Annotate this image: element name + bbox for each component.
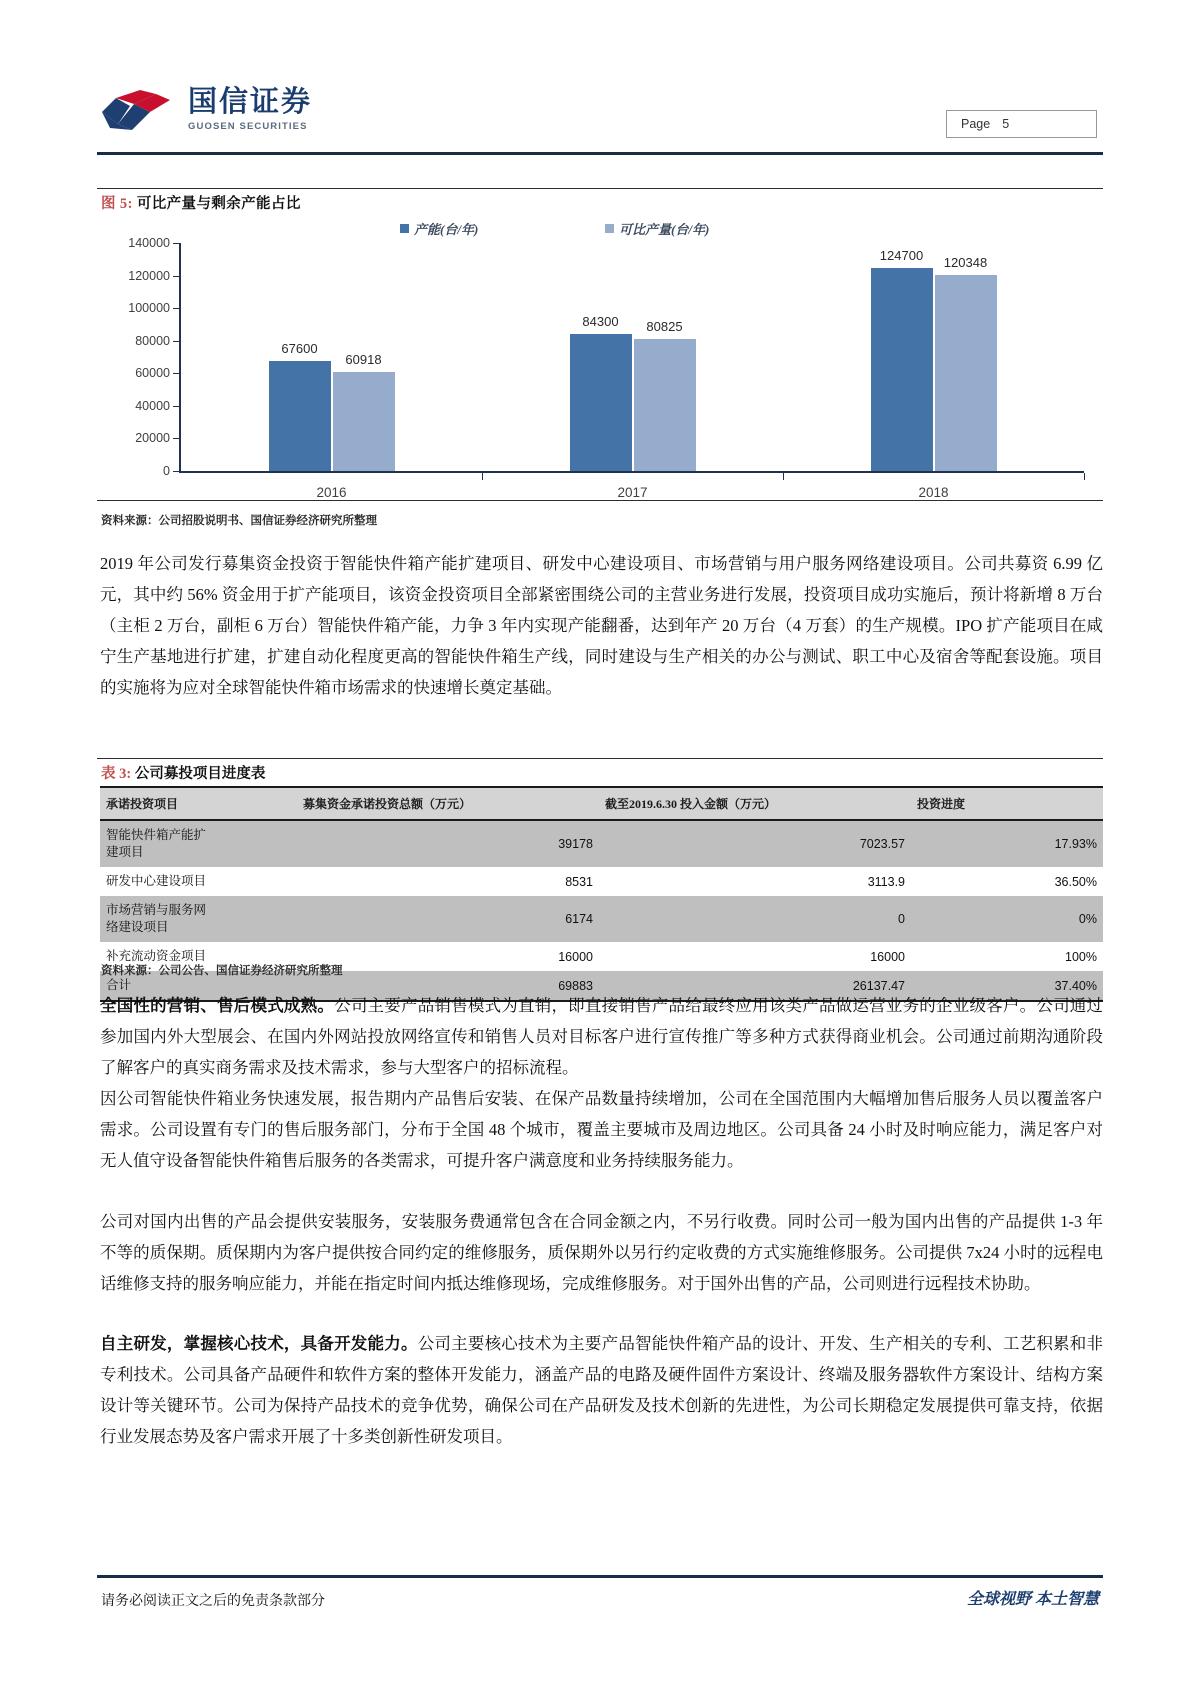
bar-value-label: 80825	[646, 319, 683, 335]
y-axis-tick-label: 40000	[135, 398, 170, 413]
legend-swatch-output	[605, 224, 614, 233]
bar-value-label: 120348	[943, 255, 988, 270]
y-axis-tick-mark	[173, 308, 180, 309]
cell-total-amount: 8531	[297, 867, 599, 896]
x-axis-tick-mark	[783, 473, 784, 480]
section-body-4: 公司主要核心技术为主要产品智能快件箱产品的设计、开发、生产相关的专利、工艺积累和非专利技术。公司具备产品硬件和软件方案的整体开发能力，涵盖产品的电路及硬件固件方案设计、终端及服务器软件方案设计、结构方案设计等关键环节。公司为保持产品技术的竞争优势，确保公司在产品研发及技术创新的先进性，为公司长期稳定发展提供可靠支持，依据行业发展态势及客户需求开展了十多类创新性研发项目。	[100, 1334, 1104, 1446]
cell-total-amount: 69883	[297, 971, 599, 1001]
footer-divider	[97, 1575, 1103, 1578]
logo-text-en: GUOSEN SECURITIES	[188, 121, 308, 132]
bar-value-label: 67600	[281, 340, 318, 356]
bar-chart	[100, 215, 1100, 500]
cell-project-name: 补充流动资金项目	[100, 942, 297, 971]
y-axis-tick-mark	[173, 373, 180, 374]
page-number: 5	[1002, 117, 1010, 131]
section-body-1: 公司主要产品销售模式为直销，即直接销售产品给最终应用该类产品做运营业务的企业级客户。公司通过参加国内外大型展会、在国内外网站投放网络宣传和销售人员对目标客户进行宣传推广等多种方式获得商业机会。公司通过前期沟通阶段了解客户的真实商务需求及技术需求，参与大型客户的招标流程。	[100, 996, 1104, 1077]
figure-rule-bottom	[97, 500, 1103, 501]
bar-value-label: 60918	[345, 351, 382, 367]
bar-2018-output	[935, 275, 997, 471]
cell-invested-amount: 3113.9	[599, 867, 911, 896]
logo-text-cn: 国信证券	[188, 86, 313, 118]
table-title	[101, 762, 265, 783]
y-axis-tick-mark	[173, 406, 180, 407]
section-body-3: 公司对国内出售的产品会提供安装服务，安装服务费通常包含在合同金额之内，不另行收费。同时公司一般为国内出售的产品提供 1-3 年不等的质保期。质保期内为客户提供按合同约定的维修服务，质保期外以另行约定收费的方式实施维修服务。公司提供 7x24 小时的远程电话维修支持的服务响应能力，并能在指定时间内抵达维修现场，完成维修服务。对于国外出售的产品，公司则进行远程技术协助。	[100, 1212, 1103, 1293]
section-body-2: 因公司智能快件箱业务快速发展，报告期内产品售后安装、在保产品数量持续增加，公司在全国范围内大幅增加售后服务人员以覆盖客户需求。公司设置有专门的售后服务部门，分布于全国 48 个城市，覆盖主要城市及周边地区。公司具备 24 小时及时响应能力，满足客户对无人值守设备智能快件箱售后服务的各类需求，可提升客户满意度和业务持续服务能力。	[100, 1089, 1103, 1170]
section-paragraph-2	[100, 1083, 1103, 1176]
header-divider	[97, 152, 1103, 155]
footer-disclaimer: 请务必阅读正文之后的免责条款部分	[101, 1594, 325, 1609]
table-row	[100, 867, 1103, 896]
figure-title-text: 可比产量与剩余产能占比	[136, 196, 301, 212]
y-axis-tick-label: 140000	[128, 236, 170, 250]
y-axis-tick-mark	[173, 438, 180, 439]
bar-value-label: 124700	[879, 247, 924, 263]
legend-label-capacity: 产能(台/年)	[414, 222, 479, 237]
column-header-invested: 截至2019.6.30 投入金额（万元）	[599, 787, 911, 820]
cell-progress-percent: 0%	[911, 896, 1103, 942]
column-header-project: 承诺投资项目	[100, 787, 297, 820]
legend-item-capacity	[400, 219, 478, 238]
cell-project-name: 市场营销与服务网 络建设项目	[100, 896, 297, 942]
legend-swatch-capacity	[400, 224, 409, 233]
section-paragraph-4	[100, 1328, 1103, 1452]
y-axis-tick-label: 100000	[128, 301, 170, 316]
y-axis-tick-mark	[173, 341, 180, 342]
company-logo	[100, 88, 312, 132]
y-axis-tick-mark	[173, 276, 180, 277]
table-source: 资料来源：公司公告、国信证券经济研究所整理	[101, 965, 343, 977]
chart-bars	[181, 243, 1084, 471]
footer-slogan: 全球视野 本土智慧	[966, 1591, 1099, 1608]
page-header	[0, 0, 1200, 160]
table-number: 表 3:	[101, 766, 132, 782]
bar-2018-capacity	[871, 268, 933, 471]
guosen-logo-icon	[100, 88, 178, 132]
figure-title	[101, 192, 301, 213]
y-axis-tick-label: 80000	[135, 333, 170, 348]
column-header-total: 募集资金承诺投资总额（万元）	[297, 787, 599, 820]
chart-plot-area	[100, 236, 1100, 500]
cell-progress-percent: 17.93%	[911, 820, 1103, 867]
bar-value-label: 84300	[582, 313, 619, 329]
cell-total-amount: 39178	[297, 820, 599, 867]
bar-2016-output	[333, 372, 395, 471]
x-axis-line	[179, 471, 1084, 473]
column-header-progress: 投资进度	[911, 787, 1103, 820]
legend-item-output	[605, 219, 709, 238]
y-axis-tick-label: 20000	[135, 431, 170, 446]
x-axis-label-2016: 2016	[316, 485, 347, 500]
section-lead-4: 自主研发，掌握核心技术，具备开发能力。	[100, 1334, 418, 1353]
table-rule-top	[97, 758, 1103, 759]
y-axis-tick-label: 60000	[135, 366, 170, 381]
cell-progress-percent: 37.40%	[911, 971, 1103, 1001]
x-axis-tick-mark	[482, 473, 483, 480]
page-label: Page	[961, 117, 991, 131]
cell-total-amount: 16000	[297, 942, 599, 971]
bar-2017-output	[634, 339, 696, 471]
section-paragraph-1	[100, 990, 1103, 1083]
cell-project-name: 智能快件箱产能扩 建项目	[100, 820, 297, 867]
figure-source: 资料来源：公司招股说明书、国信证券经济研究所整理	[101, 515, 377, 527]
y-axis-tick-label: 120000	[128, 268, 170, 283]
y-axis-labels	[100, 236, 178, 478]
cell-invested-amount: 26137.47	[599, 971, 911, 1001]
bar-2017-capacity	[570, 334, 632, 471]
cell-invested-amount: 0	[599, 896, 911, 942]
figure-number: 图 5:	[101, 196, 133, 212]
intro-paragraph: 2019 年公司发行募集资金投资于智能快件箱产能扩建项目、研发中心建设项目、市场营销与用户服务网络建设项目。公司共募资 6.99 亿元，其中约 56% 资金用于扩产能项目，该资金投资项目全部紧密围绕公司的主营业务进行发展，投资项目成功实施后，预计将新增 8 万台（主柜 2 万台，副柜 6 万台）智能快件箱产能，力争 3 年内实现产能翻番，达到年产 20 万台（4 万套）的生产规模。IPO 扩产能项目在咸宁生产基地进行扩建，扩建自动化程度更高的智能快件箱生产线，同时建设与生产相关的办公与测试、职工中心及宿舍等配套设施。项目的实施将为应对全球智能快件箱市场需求的快速增长奠定基础。	[100, 554, 1103, 697]
cell-total-amount: 6174	[297, 896, 599, 942]
table-header-row	[100, 787, 1103, 820]
x-axis-label-2018: 2018	[918, 485, 949, 500]
x-axis-label-2017: 2017	[617, 485, 648, 500]
cell-progress-percent: 100%	[911, 942, 1103, 971]
cell-progress-percent: 36.50%	[911, 867, 1103, 896]
cell-invested-amount: 16000	[599, 942, 911, 971]
cell-project-name: 合计	[100, 971, 297, 1001]
y-axis-tick-mark	[173, 471, 180, 472]
section-paragraph-3	[100, 1206, 1103, 1299]
table-row	[100, 896, 1103, 942]
bar-2016-capacity	[269, 361, 331, 471]
chart-legend	[100, 215, 1100, 241]
y-axis-tick-mark	[173, 243, 180, 244]
figure-rule-top	[97, 188, 1103, 189]
page-number-badge	[946, 110, 1097, 138]
cell-project-name: 研发中心建设项目	[100, 867, 297, 896]
cell-invested-amount: 7023.57	[599, 820, 911, 867]
y-axis-tick-label: 0	[163, 464, 170, 478]
table-title-text: 公司募投项目进度表	[134, 766, 266, 782]
legend-label-output: 可比产量(台/年)	[619, 222, 710, 237]
table-row	[100, 820, 1103, 867]
x-axis-tick-mark	[1084, 473, 1085, 480]
section-lead-1: 全国性的营销、售后模式成熟。	[100, 996, 335, 1015]
